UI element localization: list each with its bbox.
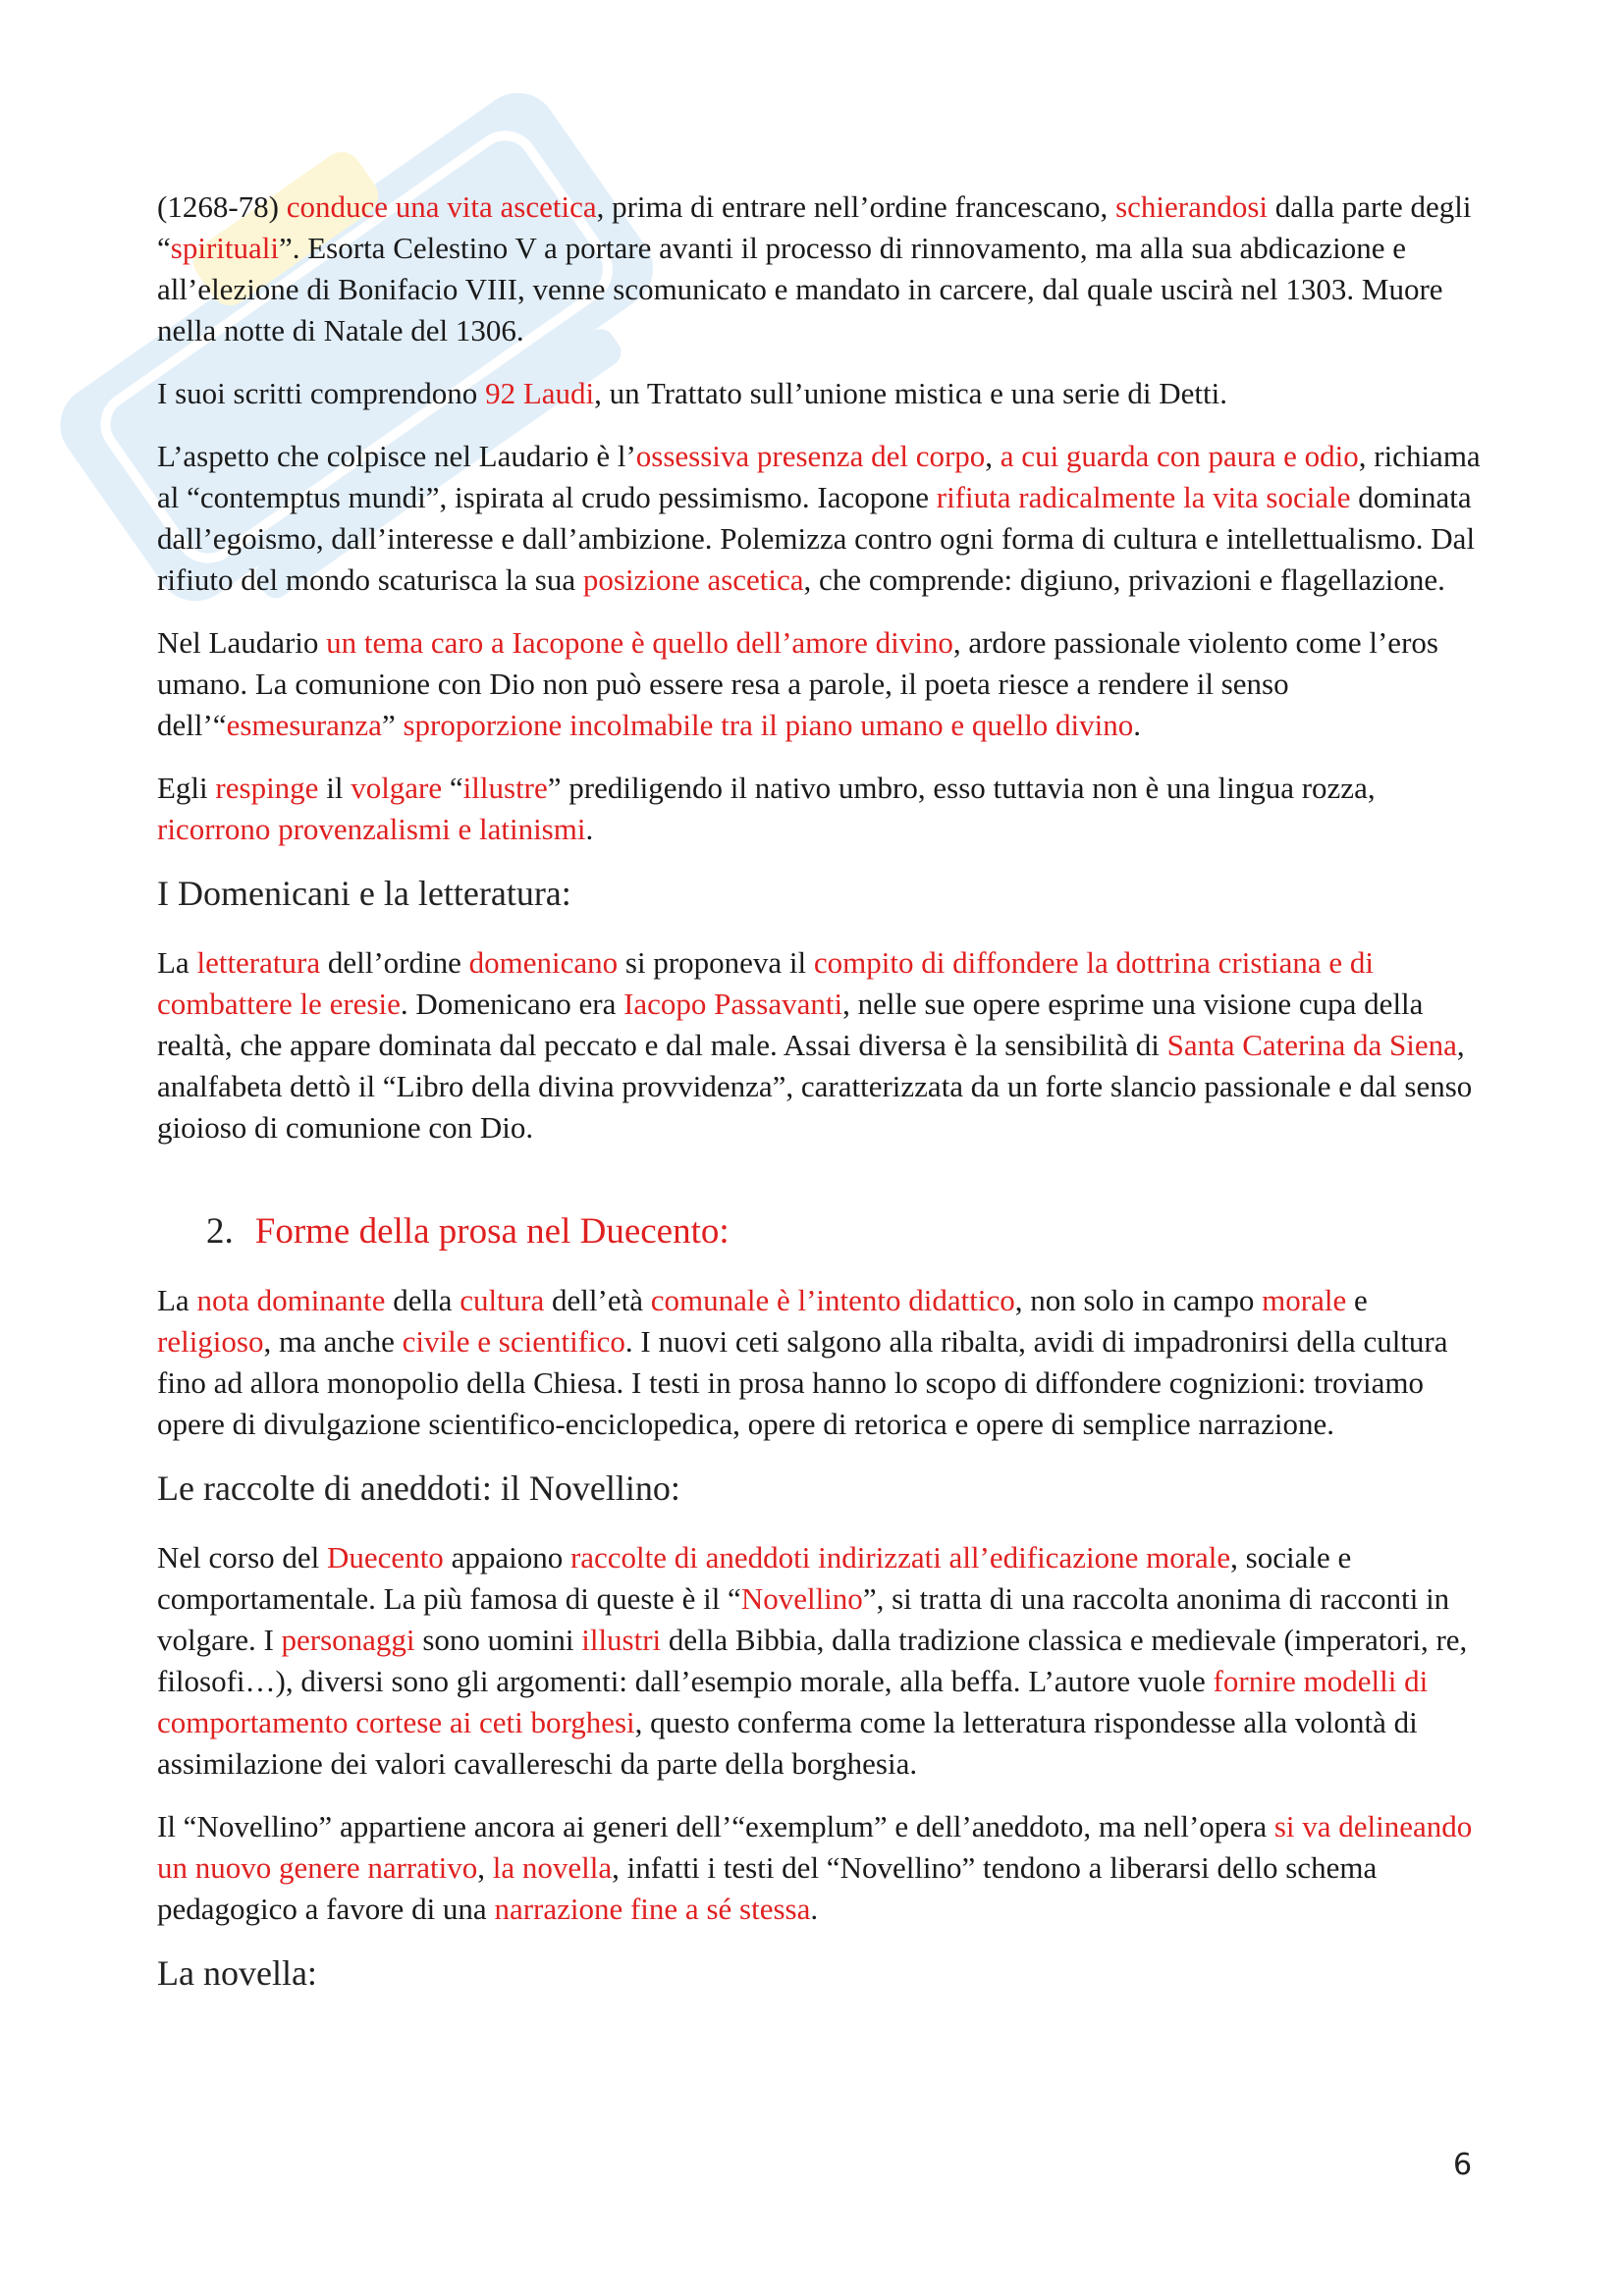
highlighted-text: la novella [492, 1850, 613, 1885]
text-run: dell’ordine [320, 945, 469, 980]
text-run: La [157, 1283, 197, 1317]
highlighted-text: esmesuranza [226, 708, 382, 742]
highlighted-text: illustri [581, 1623, 662, 1657]
highlighted-text: Santa Caterina da Siena [1166, 1028, 1457, 1062]
highlighted-text: si va delineando un nuovo genere narrativo [157, 1809, 1473, 1885]
text-run: , [985, 439, 1001, 473]
highlighted-text: ricorrono provenzalismi e latinismi [157, 812, 586, 846]
text-run: L’aspetto che colpisce nel Laudario è l’ [157, 439, 636, 473]
text-run: della [385, 1283, 460, 1317]
paragraph-laudario-body [157, 436, 1483, 601]
paragraph-language [157, 768, 1483, 850]
highlighted-text: Novellino [740, 1581, 863, 1616]
text-run: . [810, 1892, 819, 1926]
text-run: (1268-78) [157, 189, 287, 224]
highlighted-text: respinge [215, 771, 319, 805]
paragraph-domenicani [157, 942, 1483, 1148]
highlighted-text: narrazione fine a sé stessa [494, 1892, 811, 1926]
text-run: La [157, 945, 197, 980]
text-run: , infatti i testi del “Novellino” tendono a liberarsi dello schema pedagogico a favore di una [157, 1850, 1378, 1926]
text-run: . Domenicano era [400, 987, 624, 1021]
highlighted-text: domenicano [468, 945, 619, 980]
highlighted-text: sproporzione incolmabile tra il piano umano e quello divino [403, 708, 1134, 742]
section-number: 2. [206, 1211, 234, 1252]
highlighted-text: religioso [157, 1324, 264, 1359]
paragraph-novellino [157, 1537, 1483, 1785]
heading-novella: La novella: [157, 1953, 317, 1993]
highlighted-text: nota dominante [196, 1283, 386, 1317]
highlighted-text: un tema caro a Iacopone è quello dell’amore divino [326, 625, 953, 660]
highlighted-text: a cui guarda con paura e odio [1000, 439, 1359, 473]
text-run: dominata dall’egoismo, dall’interesse e dall’ambizione. Polemizza contro ogni forma di cultura e intellettualismo. Dal rifiuto del mondo scaturisca la sua [157, 480, 1476, 597]
page-number: 6 [1453, 2148, 1473, 2182]
highlighted-text: comunale è l’intento didattico [650, 1283, 1015, 1317]
text-run: , questo conferma come la letteratura rispondesse alla volontà di assimilazione dei valori cavallereschi da parte della borghesia. [157, 1705, 1418, 1781]
highlighted-text: Duecento [327, 1540, 444, 1575]
text-run: , non solo in campo [1014, 1283, 1263, 1317]
text-run: , [477, 1850, 493, 1885]
paragraph-prosa-duecento [157, 1280, 1483, 1445]
text-run: , che comprende: digiuno, privazioni e flagellazione. [803, 562, 1445, 597]
text-run: ” [381, 708, 404, 742]
paragraph-novellino-genere [157, 1806, 1483, 1930]
text-run: il [318, 771, 352, 805]
text-run: ” prediligendo il nativo umbro, esso tuttavia non è una lingua rozza, [547, 771, 1376, 805]
heading-section-2 [206, 1209, 1483, 1255]
highlighted-text: raccolte di aneddoti indirizzati all’edificazione morale [569, 1540, 1231, 1575]
highlighted-text: schierandosi [1115, 189, 1269, 224]
text-run: , un Trattato sull’unione mistica e una serie di Detti. [594, 376, 1227, 410]
text-run: Nel Laudario [157, 625, 327, 660]
highlighted-text: morale [1262, 1283, 1347, 1317]
text-run: ”. Esorta Celestino V a portare avanti il processo di rinnovamento, ma alla sua abdicazione e all’elezione di Bonifacio VIII, venne scomunicato e mandato in carcere, dal quale uscirà nel 1303. Muore nella notte di Natale del 1306. [157, 231, 1443, 347]
text-run: . I nuovi ceti salgono alla ribalta, avidi di impadronirsi della cultura fino ad allora monopolio della Chiesa. I testi in prosa hanno lo scopo di diffondere cognizioni: troviamo opere di divulgazione scientifico-enciclopedica, opere di retorica e opere di semplice narrazione. [157, 1324, 1448, 1441]
highlighted-text: letteratura [196, 945, 321, 980]
text-run: Il “Novellino” appartiene ancora ai generi dell’“exemplum” e dell’aneddoto, ma nell’opera [157, 1809, 1274, 1843]
highlighted-text: Iacopo Passavanti [623, 987, 843, 1021]
highlighted-text: posizione ascetica [582, 562, 804, 597]
document-body [157, 187, 1483, 2022]
highlighted-text: compito di diffondere la dottrina cristiana e di combattere le eresie [157, 945, 1375, 1021]
text-run: , ardore passionale violento come l’eros umano. La comunione con Dio non può essere resa a parole, il poeta riesce a rendere il senso dell’“ [157, 625, 1438, 742]
text-run: sono uomini [414, 1623, 582, 1657]
highlighted-text: rifiuta radicalmente la vita sociale [936, 480, 1351, 514]
heading-domenicani: I Domenicani e la letteratura: [157, 874, 571, 913]
text-run: . [1133, 708, 1142, 742]
text-run: , sociale e comportamentale. La più famosa di queste è il “ [157, 1540, 1352, 1616]
highlighted-text: conduce una vita ascetica [286, 189, 597, 224]
highlighted-text: fornire modelli di comportamento cortese ai ceti borghesi [157, 1664, 1429, 1739]
highlighted-text: volgare [351, 771, 443, 805]
text-run: della Bibbia, dalla tradizione classica e medievale (imperatori, re, filosofi…), diversi sono gli argomenti: dall’esempio morale, alla beffa. L’autore vuole [157, 1623, 1468, 1698]
text-run: si proponeva il [618, 945, 814, 980]
highlighted-text: spirituali [170, 231, 279, 265]
heading-raccolte-aneddoti: Le raccolte di aneddoti: il Novellino: [157, 1468, 680, 1508]
text-run: appaiono [443, 1540, 570, 1575]
text-run: “ [442, 771, 463, 805]
text-run: . [585, 812, 594, 846]
highlighted-text: cultura [460, 1283, 545, 1317]
paragraph-iacopone-life [157, 187, 1483, 351]
highlighted-text: illustre [462, 771, 548, 805]
highlighted-text: 92 Laudi [485, 376, 595, 410]
text-run: Egli [157, 771, 216, 805]
text-run: , ma anche [263, 1324, 403, 1359]
text-run: , prima di entrare nell’ordine francescano, [596, 189, 1116, 224]
text-run: dell’età [544, 1283, 651, 1317]
text-run: dalla parte degli “ [157, 189, 1472, 265]
text-run: ”, si tratta di una raccolta anonima di racconti in volgare. I [157, 1581, 1450, 1657]
highlighted-text: ossessiva presenza del corpo [635, 439, 986, 473]
text-run: , analfabeta dettò il “Libro della divina provvidenza”, caratterizzata da un forte slancio passionale e dal senso gioioso di comunione con Dio. [157, 1028, 1473, 1145]
highlighted-text: civile e scientifico [402, 1324, 625, 1359]
paragraph-laudario-divine-love [157, 622, 1483, 746]
highlighted-text: personaggi [281, 1623, 415, 1657]
text-run: , nelle sue opere esprime una visione cupa della realtà, che appare dominata dal peccato e dal male. Assai diversa è la sensibilità di [157, 987, 1424, 1062]
text-run: , richiama al “contemptus mundi”, ispirata al crudo pessimismo. Iacopone [157, 439, 1481, 514]
text-run: e [1346, 1283, 1368, 1317]
paragraph-iacopone-writings [157, 373, 1483, 414]
text-run: I suoi scritti comprendono [157, 376, 486, 410]
section-title: Forme della prosa nel Duecento: [254, 1211, 730, 1252]
text-run: Nel corso del [157, 1540, 328, 1575]
